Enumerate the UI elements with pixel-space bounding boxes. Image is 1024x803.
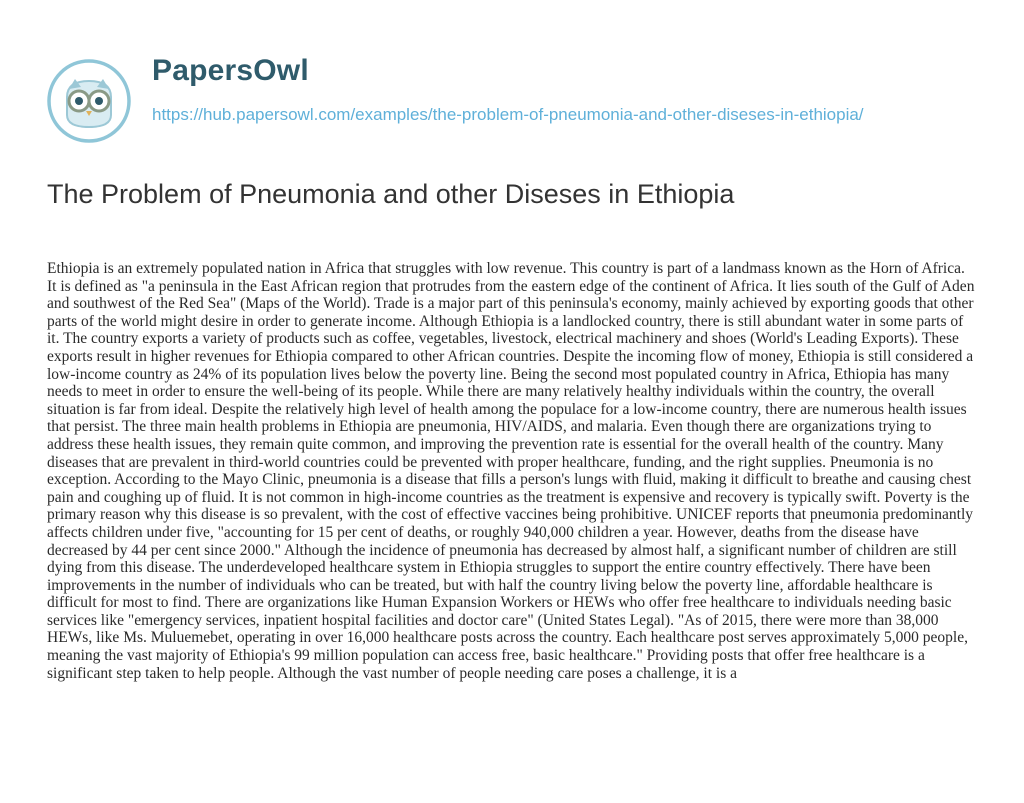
site-header: [47, 38, 977, 156]
article-body: Ethiopia is an extremely populated nation in Africa that struggles with low revenue. This country is part of a landmass known as the Horn of Africa. It is defined as "a peninsula in the East African region that protrudes from the eastern edge of the continent of Africa. It lies south of the Gulf of Aden and southwest of the Red Sea" (Maps of the World). Trade is a major part of this peninsula's economy, mainly achieved by exporting goods that other parts of the world might desire in order to generate income. Although Ethiopia is a landlocked country, there is still abundant water in some parts of it. The country exports a variety of products such as coffee, vegetables, livestock, electrical machinery and shoes (World's Leading Exports). These exports result in higher revenues for Ethiopia compared to other African countries. Despite the incoming flow of money, Ethiopia is still considered a low-income country as 24% of its population lives below the poverty line. Being the second most populated country in Africa, Ethiopia has many needs to meet in order to ensure the well-being of its people. While there are many relatively healthy individuals within the country, the overall situation is far from ideal. Despite the relatively high level of health among the populace for a low-income country, there are numerous health issues that persist. The three main health problems in Ethiopia are pneumonia, HIV/AIDS, and malaria. Even though there are organizations trying to address these health issues, they remain quite common, and improving the prevention rate is essential for the overall health of the country. Many diseases that are prevalent in third-world countries could be prevented with proper healthcare, funding, and the right supplies. Pneumonia is no exception. According to the Mayo Clinic, pneumonia is a disease that fills a person's lungs with fluid, making it difficult to breathe and causing chest pain and coughing up of fluid. It is not common in high-income countries as the treatment is expensive and recovery is typically swift. Poverty is the primary reason why this disease is so prevalent, with the cost of effective vaccines being prohibitive. UNICEF reports that pneumonia predominantly affects children under five, "accounting for 15 per cent of deaths, or roughly 940,000 children a year. However, deaths from the disease have decreased by 44 per cent since 2000." Although the incidence of pneumonia has decreased by almost half, a significant number of children are still dying from this disease. The underdeveloped healthcare system in Ethiopia struggles to support the entire country effectively. There have been improvements in the number of individuals who can be treated, but with half the country living below the poverty line, affordable healthcare is difficult for most to find. There are organizations like Human Expansion Workers or HEWs who offer free healthcare to individuals needing basic services like "emergency services, inpatient hospital facilities and doctor care" (United States Legal). "As of 2015, there were more than 38,000 HEWs, like Ms. Muluemebet, operating in over 16,000 healthcare posts across the country. Each healthcare post serves approximately 5,000 people, meaning the vast majority of Ethiopia's 99 million population can access free, basic healthcare." Providing posts that offer free healthcare is a significant step taken to help people. Although the vast number of people needing care poses a challenge, it is a: [47, 260, 975, 682]
page-title: The Problem of Pneumonia and other Diseses in Ethiopia: [47, 179, 735, 209]
brand-name[interactable]: PapersOwl: [152, 54, 309, 87]
owl-logo-icon[interactable]: [47, 59, 131, 143]
article-url-link[interactable]: https://hub.papersowl.com/examples/the-problem-of-pneumonia-and-other-diseses-in-ethiopia/: [152, 105, 864, 124]
